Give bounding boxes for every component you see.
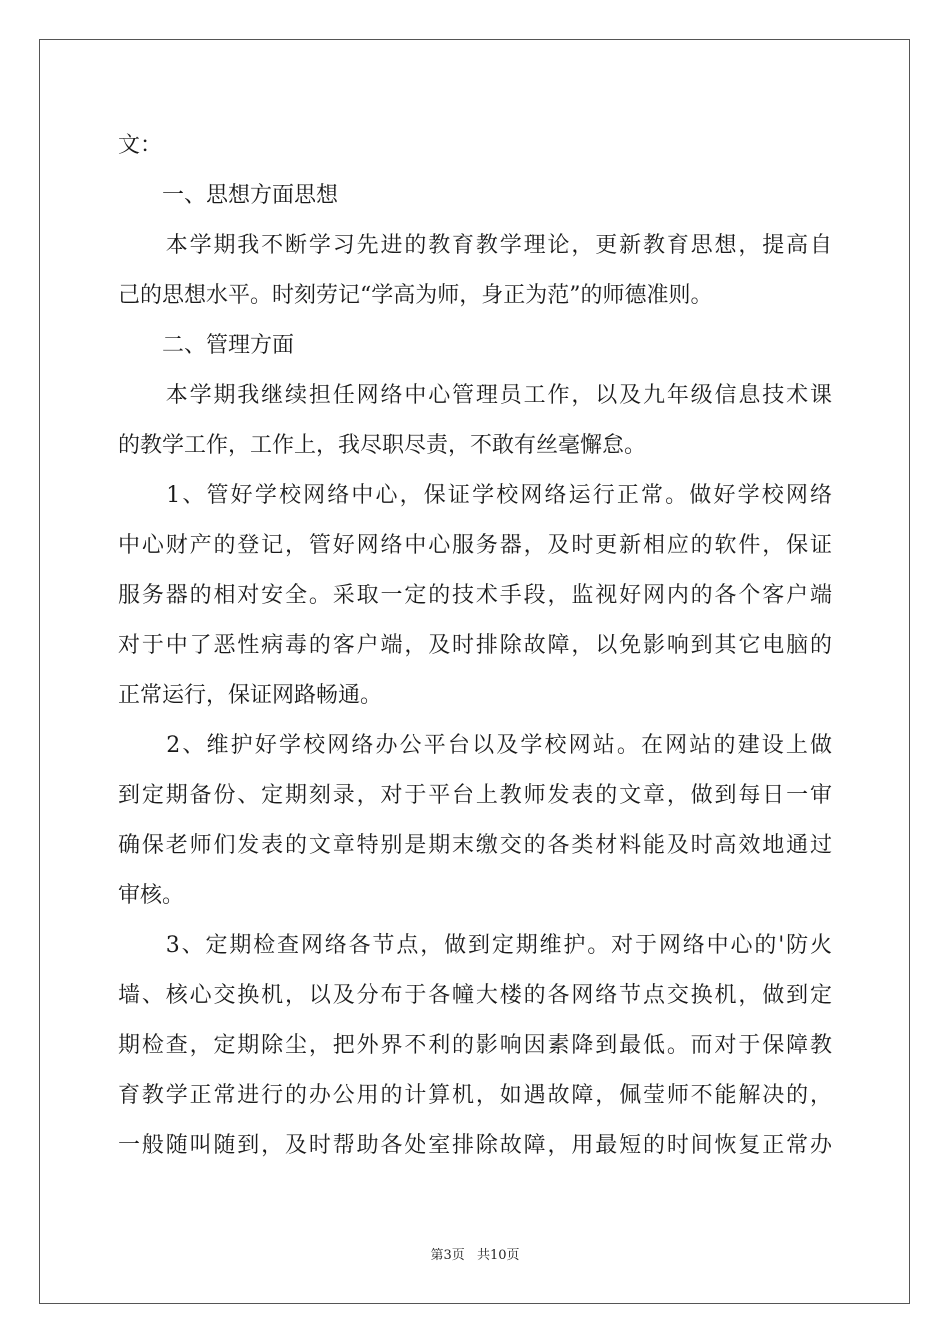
text-line: 3、定期检查网络各节点，做到定期维护。对于网络中心的'防火 [118,933,832,958]
page-number: 第3页 [430,1248,465,1263]
text-line: 墙、核心交换机，以及分布于各幢大楼的各网络节点交换机，做到定 [118,983,832,1008]
text-line: 确保老师们发表的文章特别是期末缴交的各类材料能及时高效地通过 [118,833,832,858]
section-heading: 二、管理方面 [118,333,295,358]
text-line: 对于中了恶性病毒的客户端，及时排除故障，以免影响到其它电脑的 [118,633,832,658]
text-line: 本学期我不断学习先进的教育教学理论，更新教育思想，提高自 [118,233,832,258]
text-line: 本学期我继续担任网络中心管理员工作，以及九年级信息技术课 [118,383,832,408]
page-footer [0,1244,950,1263]
text-line: 到定期备份、定期刻录，对于平台上教师发表的文章，做到每日一审 [118,783,832,808]
text-line: 的教学工作，工作上，我尽职尽责，不敢有丝毫懈怠。 [118,433,647,458]
text-line: 正常运行，保证网路畅通。 [118,683,383,708]
section-heading: 一、思想方面思想 [118,183,339,208]
document-body [118,127,832,1165]
text-line: 育教学正常进行的办公用的计算机，如遇故障，佩莹师不能解决的， [118,1083,832,1108]
text-line: 己的思想水平。时刻劳记“学高为师，身正为范”的师德准则。 [118,283,713,308]
text-line: 2、维护好学校网络办公平台以及学校网站。在网站的建设上做 [118,733,832,758]
page-total: 共10页 [476,1248,520,1263]
text-line: 中心财产的登记，管好网络中心服务器，及时更新相应的软件，保证 [118,533,832,558]
text-line: 期检查，定期除尘，把外界不利的影响因素降到最低。而对于保障教 [118,1033,832,1058]
text-line: 一般随叫随到，及时帮助各处室排除故障，用最短的时间恢复正常办 [118,1133,832,1158]
text-line: 文： [118,133,163,158]
text-line: 审核。 [118,883,185,908]
text-line: 1、管好学校网络中心，保证学校网络运行正常。做好学校网络 [118,483,832,508]
text-line: 服务器的相对安全。采取一定的技术手段，监视好网内的各个客户端 [118,583,832,608]
